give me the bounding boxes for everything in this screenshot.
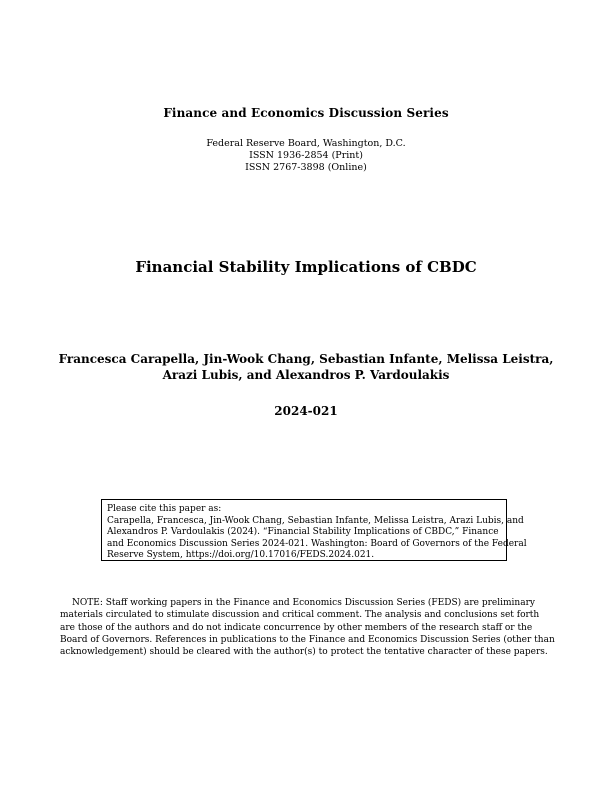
note-line: acknowledgement) should be cleared with the author(s) to protect the tentative character of these papers.	[60, 647, 548, 658]
authors-line-2: Arazi Lubis, and Alexandros P. Vardoulakis	[162, 368, 450, 382]
issn-print: ISSN 1936-2854 (Print)	[249, 150, 363, 161]
issn-online: ISSN 2767-3898 (Online)	[245, 162, 367, 173]
note-line: are those of the authors and do not indicate concurrence by other members of the research staff or the	[60, 622, 533, 633]
staff-working-paper-note	[60, 597, 556, 658]
citation-line: Reserve System, https://doi.org/10.17016/FEDS.2024.021.	[107, 550, 375, 560]
citation-box	[101, 499, 527, 561]
citation-line: Carapella, Francesca, Jin-Wook Chang, Sebastian Infante, Melissa Leistra, Arazi Lubis, and	[107, 515, 524, 526]
citation-line: and Economics Discussion Series 2024-021. Washington: Board of Governors of the Federal	[107, 538, 527, 549]
series-title: Finance and Economics Discussion Series	[163, 106, 449, 120]
publisher-line: Federal Reserve Board, Washington, D.C.	[206, 138, 406, 149]
author-list	[0, 351, 612, 383]
citation-line: Please cite this paper as:	[107, 504, 222, 514]
paper-number: 2024-021	[274, 404, 338, 418]
citation-line: Alexandros P. Vardoulakis (2024). “Financial Stability Implications of CBDC,” Finance	[107, 527, 499, 537]
note-line: materials circulated to stimulate discussion and critical comment. The analysis and conclusions set forth	[60, 610, 540, 621]
paper-title: Financial Stability Implications of CBDC	[135, 258, 477, 276]
note-line: Board of Governors. References in publications to the Finance and Economics Discussion Series (other than	[60, 634, 555, 645]
note-line: NOTE: Staff working papers in the Finance and Economics Discussion Series (FEDS) are preliminary	[72, 598, 535, 608]
authors-line-1: Francesca Carapella, Jin-Wook Chang, Sebastian Infante, Melissa Leistra,	[58, 352, 554, 366]
